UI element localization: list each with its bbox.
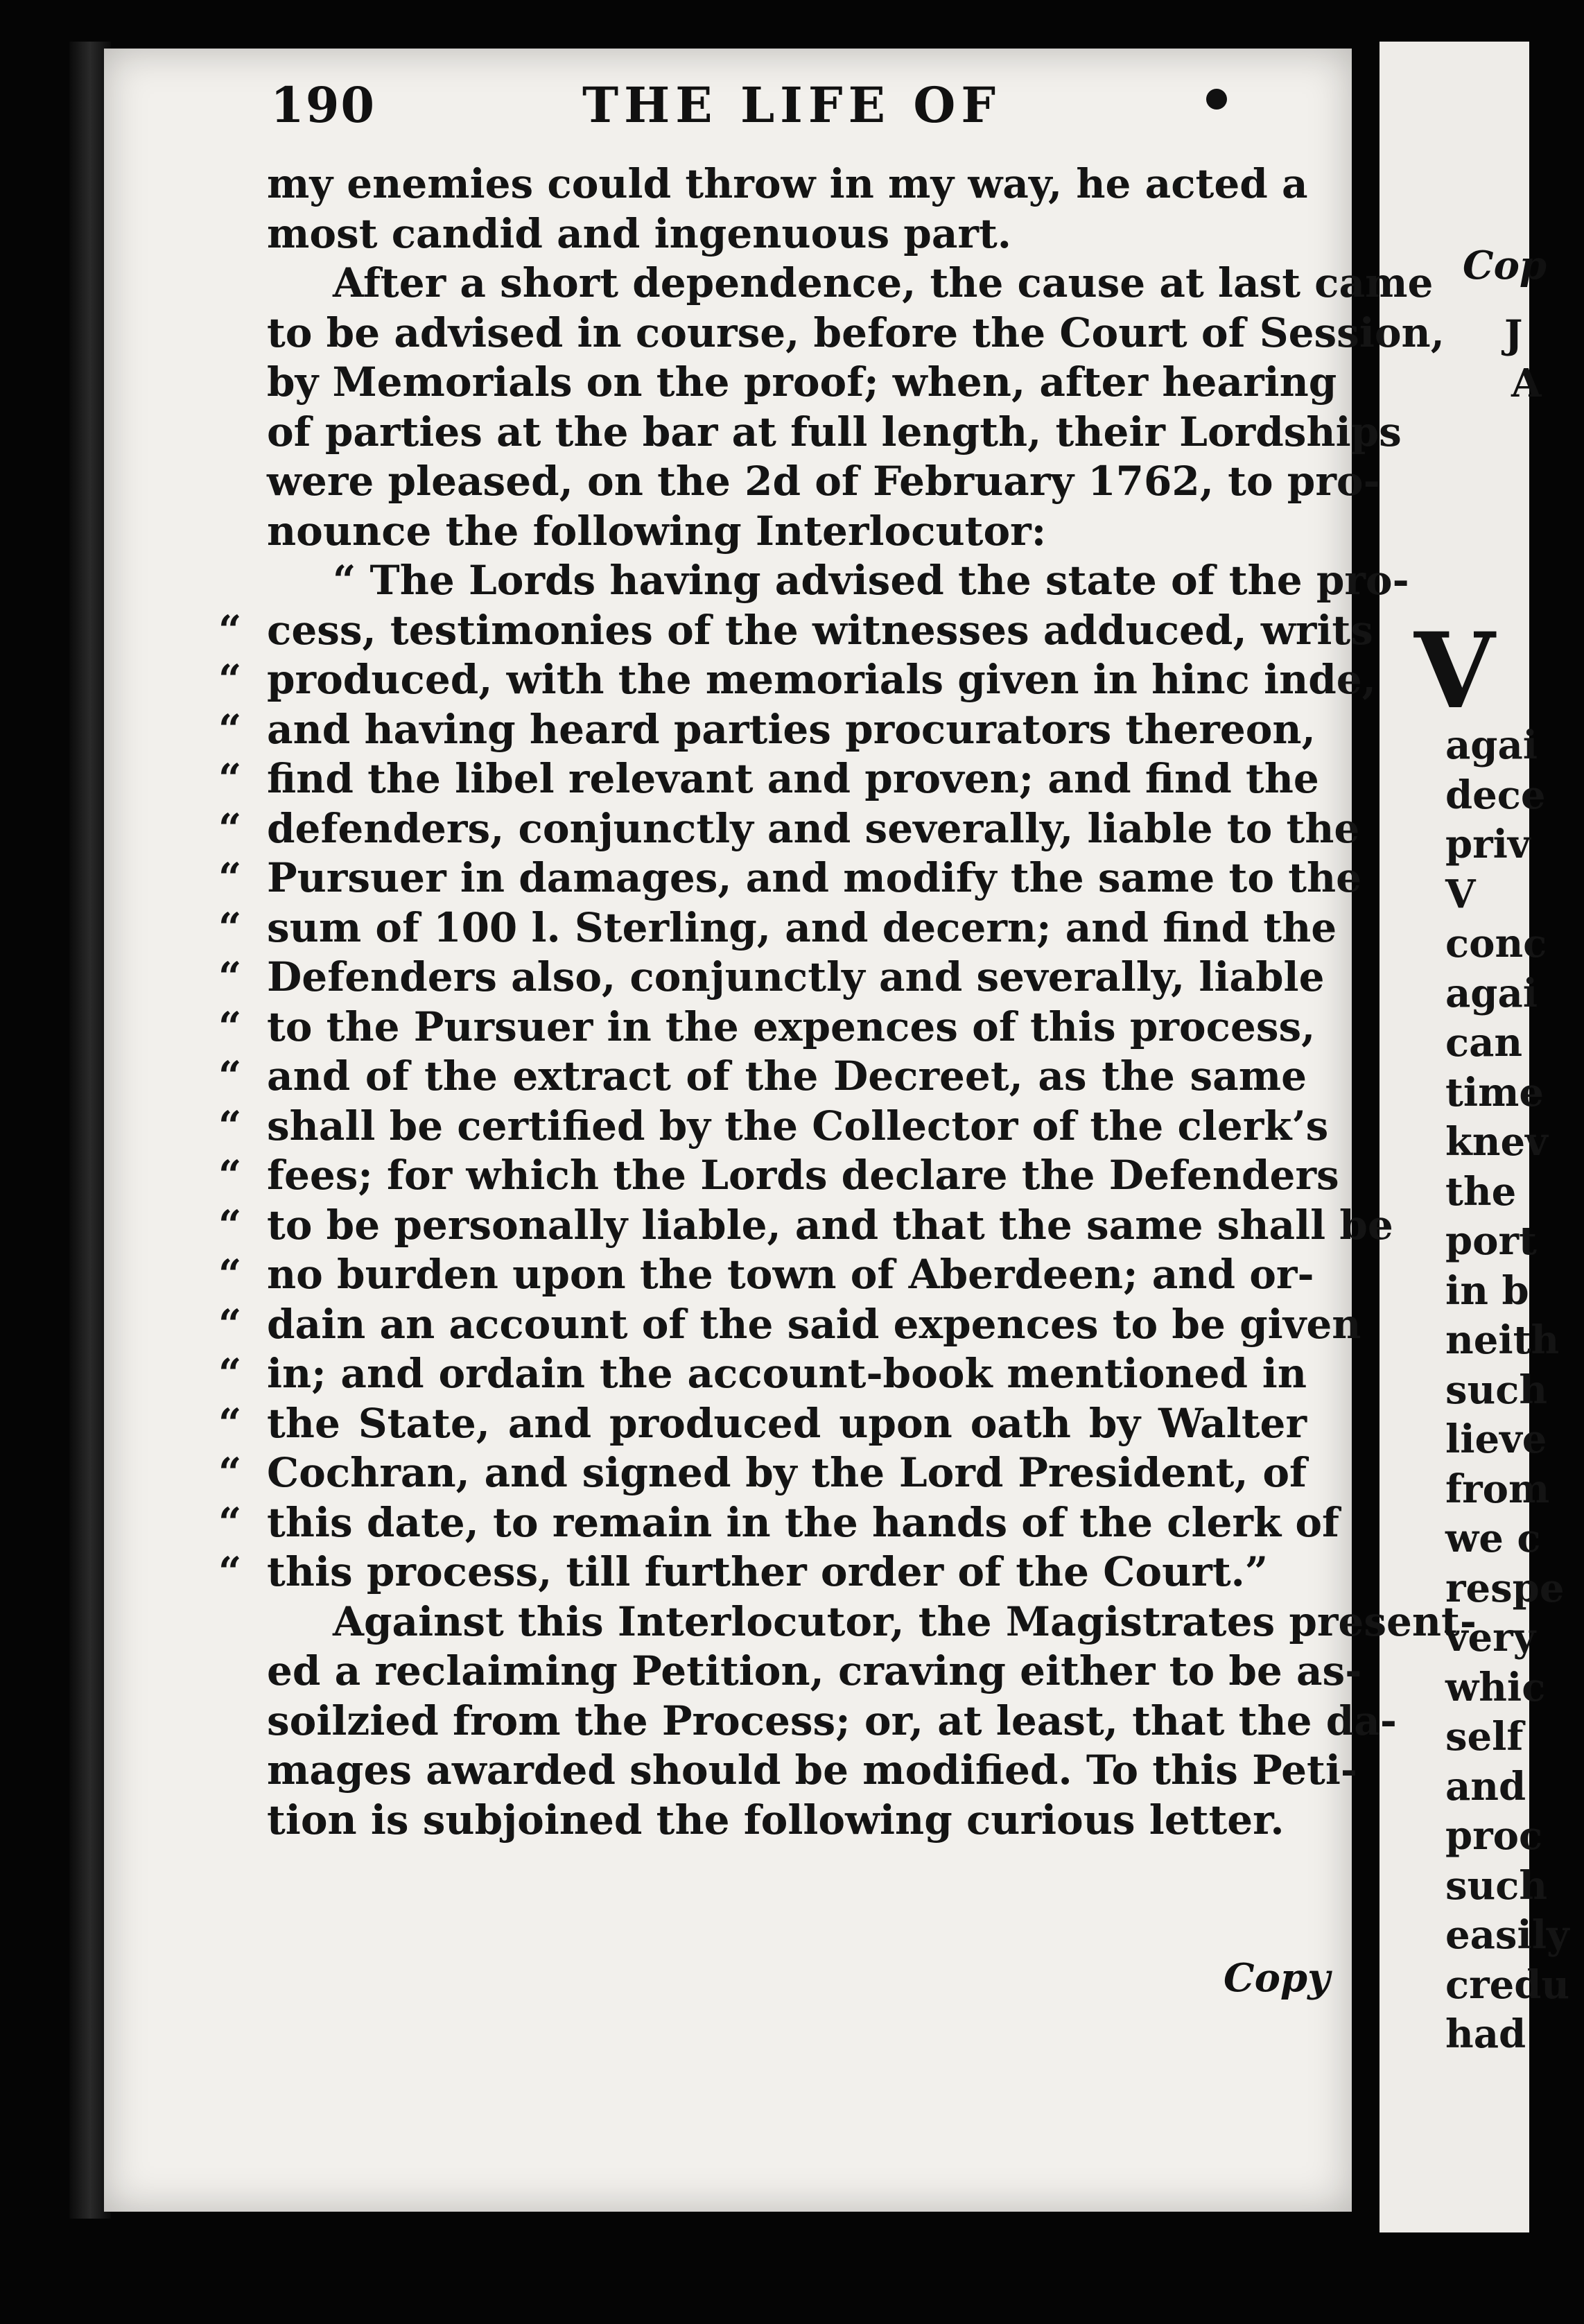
text-line xyxy=(218,1300,1361,1350)
drop-initial: V xyxy=(1414,610,1495,732)
text-line xyxy=(218,1201,1393,1251)
right-page-line: can xyxy=(1445,1020,1523,1066)
quote-mark: “ xyxy=(218,656,242,703)
line-text: produced, with the memorials given in hinc inde, xyxy=(267,656,1376,703)
line-text: nounce the following Interlocutor: xyxy=(267,507,1047,555)
quote-mark: “ xyxy=(218,1498,242,1546)
right-page-line: respe xyxy=(1445,1565,1565,1611)
quote-mark: “ xyxy=(218,854,242,901)
right-page-line: the xyxy=(1445,1168,1517,1215)
ink-dot xyxy=(1206,89,1227,110)
line-text: by Memorials on the proof; when, after hearing xyxy=(267,358,1337,406)
line-text: and of the extract of the Decreet, as the same xyxy=(267,1052,1307,1100)
quote-mark: “ xyxy=(218,1201,242,1249)
quote-mark: “ xyxy=(218,1102,242,1150)
text-line xyxy=(218,1250,1314,1300)
right-page-line: whic xyxy=(1445,1664,1546,1710)
catchword: Copy xyxy=(1224,1955,1330,2001)
right-page-line: from xyxy=(1445,1466,1550,1512)
page-number: 190 xyxy=(270,76,376,134)
text-line xyxy=(218,606,1373,656)
quote-mark: “ xyxy=(218,953,242,1000)
line-text: Defenders also, conjunctly and severally, liable xyxy=(267,953,1325,1000)
text-line xyxy=(267,259,1434,309)
text-line xyxy=(267,1746,1357,1796)
right-page-line: agai xyxy=(1445,722,1538,768)
quote-mark: “ xyxy=(218,1052,242,1100)
line-text: Against this Interlocutor, the Magistrates present- xyxy=(333,1597,1477,1645)
right-page-line: knev xyxy=(1445,1119,1548,1165)
text-line xyxy=(267,1597,1477,1647)
text-line xyxy=(267,159,1307,209)
line-text: most candid and ingenuous part. xyxy=(267,209,1011,257)
running-head: THE LIFE OF xyxy=(582,76,1002,134)
line-text: Pursuer in damages, and modify the same to the xyxy=(267,854,1362,901)
right-page-line: agai xyxy=(1445,970,1538,1016)
line-text: “ The Lords having advised the state of the pro- xyxy=(333,557,1409,604)
quote-mark: “ xyxy=(218,1350,242,1397)
line-text: ed a reclaiming Petition, craving either to be as- xyxy=(267,1647,1362,1694)
quote-mark: “ xyxy=(218,1449,242,1496)
right-page-line: easily xyxy=(1445,1912,1569,1958)
right-page-line: lieve xyxy=(1445,1416,1547,1462)
right-page-line: self xyxy=(1445,1714,1524,1760)
line-text: soilzied from the Process; or, at least, that the da- xyxy=(267,1697,1397,1744)
line-text: defenders, conjunctly and severally, liable to the xyxy=(267,804,1360,852)
text-line xyxy=(218,1102,1329,1152)
quote-mark: “ xyxy=(218,606,242,654)
text-line xyxy=(218,1003,1316,1052)
quote-mark: “ xyxy=(218,804,242,852)
text-line xyxy=(218,853,1362,903)
right-page-line: we c xyxy=(1445,1516,1541,1561)
right-page-heading: Cop xyxy=(1463,243,1547,288)
line-text: cess, testimonies of the witnesses adduced, writs xyxy=(267,606,1373,654)
quote-mark: “ xyxy=(218,1300,242,1348)
text-line xyxy=(267,408,1402,458)
text-line xyxy=(267,1796,1307,1846)
text-line xyxy=(218,903,1337,953)
body-text xyxy=(218,159,1477,1845)
right-page-line: priv xyxy=(1445,822,1531,867)
right-page-line: proc xyxy=(1445,1813,1543,1859)
page-header xyxy=(166,76,1310,139)
right-page-line: and xyxy=(1445,1763,1526,1810)
line-text: After a short dependence, the cause at last came xyxy=(333,259,1434,306)
line-text: sum of 100 l. Sterling, and decern; and find the xyxy=(267,903,1337,951)
text-line xyxy=(267,1647,1362,1697)
text-line xyxy=(218,1349,1307,1399)
line-text: in; and ordain the account-book mentioned in xyxy=(267,1350,1307,1397)
line-text: Cochran, and signed by the Lord President, of xyxy=(267,1449,1307,1496)
right-page-line: port xyxy=(1445,1218,1537,1264)
text-line xyxy=(267,1697,1397,1746)
text-line xyxy=(267,209,1307,259)
line-text: were pleased, on the 2d of February 1762, to pro- xyxy=(267,458,1380,505)
right-page-line: V xyxy=(1445,871,1476,917)
line-text: this process, till further order of the Court.” xyxy=(267,1548,1269,1595)
right-page-line: had xyxy=(1445,2011,1526,2057)
line-text: to the Pursuer in the expences of this process, xyxy=(267,1003,1316,1050)
text-line xyxy=(218,804,1360,854)
text-line xyxy=(218,1052,1307,1102)
right-page-line: time xyxy=(1445,1069,1544,1116)
quote-mark: “ xyxy=(218,755,242,802)
line-text: the State, and produced upon oath by Walter xyxy=(267,1399,1307,1447)
right-page-text xyxy=(1445,721,1584,2060)
text-line xyxy=(267,457,1380,507)
quote-mark: “ xyxy=(218,1003,242,1050)
right-page-line: credu xyxy=(1445,1961,1570,2008)
right-page-line: neith xyxy=(1445,1317,1560,1363)
text-line xyxy=(218,1498,1339,1548)
text-line xyxy=(267,556,1409,606)
line-text: mages awarded should be modified. To this Peti- xyxy=(267,1746,1357,1794)
text-line xyxy=(218,754,1319,804)
text-line xyxy=(218,1399,1307,1449)
text-line xyxy=(218,655,1376,705)
quote-mark: “ xyxy=(218,1399,242,1447)
right-page-line: such xyxy=(1445,1862,1548,1909)
line-text: to be advised in course, before the Court of Session, xyxy=(267,309,1445,356)
text-line xyxy=(218,1547,1307,1597)
line-text: of parties at the bar at full length, their Lordships xyxy=(267,408,1402,456)
right-page-line: in b xyxy=(1445,1267,1529,1314)
right-page-line: such xyxy=(1445,1367,1548,1413)
line-text: tion is subjoined the following curious letter. xyxy=(267,1796,1285,1844)
quote-mark: “ xyxy=(218,705,242,753)
line-text: shall be certified by the Collector of the clerk’s xyxy=(267,1102,1329,1150)
line-text: fees; for which the Lords declare the Defenders xyxy=(267,1152,1339,1199)
quote-mark: “ xyxy=(218,1152,242,1199)
text-line xyxy=(218,953,1325,1003)
right-page-heading-3: A xyxy=(1511,361,1542,406)
right-page-line: very xyxy=(1445,1615,1536,1660)
line-text: my enemies could throw in my way, he acted a xyxy=(267,160,1308,207)
right-page-heading-2: J xyxy=(1504,312,1523,358)
text-line xyxy=(267,507,1307,557)
text-line xyxy=(218,1151,1339,1201)
right-page-line: dece xyxy=(1445,772,1546,818)
text-line xyxy=(267,358,1337,408)
line-text: to be personally liable, and that the same shall be xyxy=(267,1201,1393,1249)
text-line xyxy=(218,1448,1307,1498)
line-text: dain an account of the said expences to be given xyxy=(267,1300,1361,1348)
text-line xyxy=(267,309,1445,358)
line-text: find the libel relevant and proven; and find the xyxy=(267,755,1319,802)
right-page-line: conc xyxy=(1445,921,1547,966)
quote-mark: “ xyxy=(218,1548,242,1595)
line-text: no burden upon the town of Aberdeen; and or- xyxy=(267,1251,1314,1298)
quote-mark: “ xyxy=(218,903,242,951)
text-line xyxy=(218,705,1316,755)
line-text: this date, to remain in the hands of the clerk of xyxy=(267,1498,1339,1546)
line-text: and having heard parties procurators thereon, xyxy=(267,705,1316,753)
quote-mark: “ xyxy=(218,1251,242,1298)
